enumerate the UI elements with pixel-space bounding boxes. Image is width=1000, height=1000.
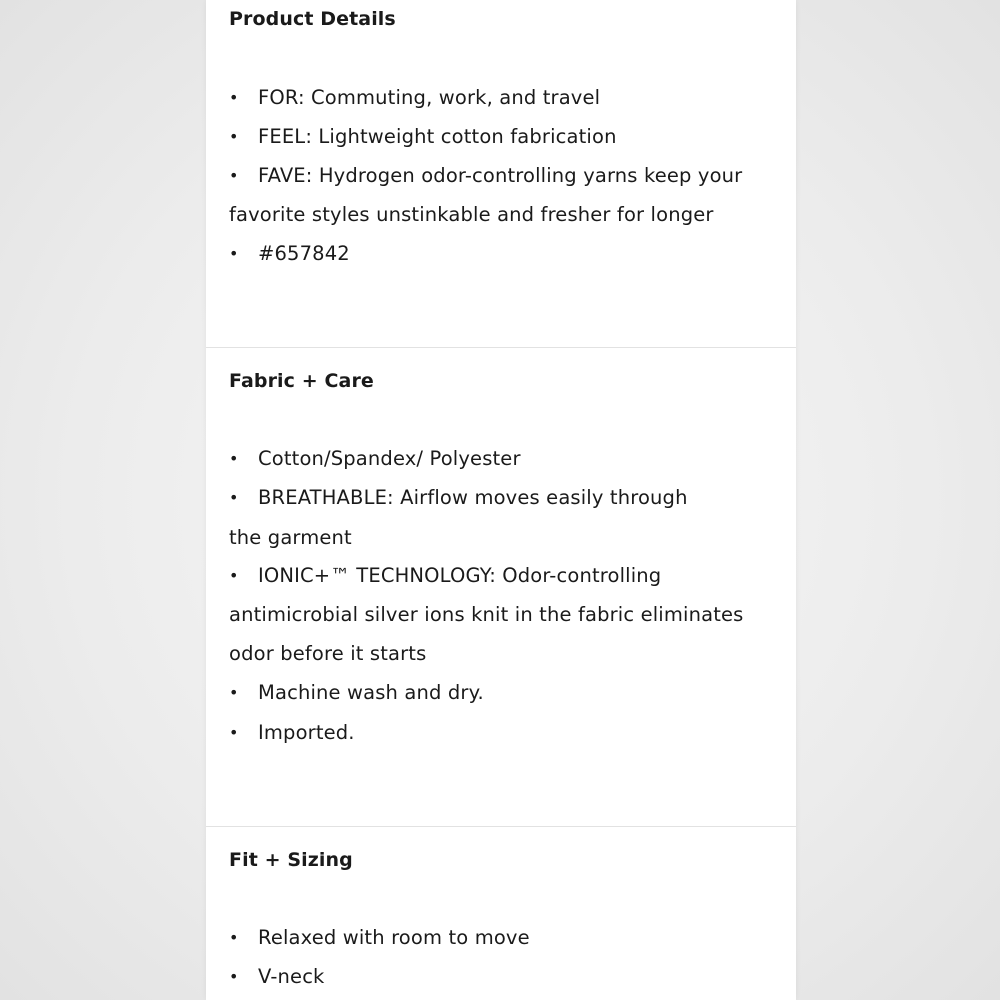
list-item: • Machine wash and dry. [229, 681, 484, 704]
bullet-icon: • [229, 928, 239, 947]
list-item-continuation: the garment [229, 526, 352, 549]
section-divider [206, 347, 796, 348]
list-item: • V-neck [229, 965, 325, 988]
list-item: • FOR: Commuting, work, and travel [229, 86, 601, 109]
list-item: • FEEL: Lightweight cotton fabrication [229, 125, 617, 148]
bullet-icon: • [229, 88, 239, 107]
list-item: • #657842 [229, 242, 350, 265]
section-title-product-details: Product Details [229, 8, 396, 30]
list-item: • IONIC+™ TECHNOLOGY: Odor-controlling [229, 564, 662, 587]
bullet-icon: • [229, 683, 239, 702]
list-item: • BREATHABLE: Airflow moves easily through [229, 486, 688, 509]
section-title-fit-sizing: Fit + Sizing [229, 849, 353, 871]
bullet-icon: • [229, 449, 239, 468]
list-item-continuation: antimicrobial silver ions knit in the fabric eliminates [229, 603, 744, 626]
bullet-icon: • [229, 244, 239, 263]
bullet-icon: • [229, 723, 239, 742]
bullet-icon: • [229, 166, 239, 185]
section-title-fabric-care: Fabric + Care [229, 370, 374, 392]
list-item: • Imported. [229, 721, 355, 744]
bullet-icon: • [229, 488, 239, 507]
list-item-continuation: favorite styles unstinkable and fresher for longer [229, 203, 714, 226]
bullet-icon: • [229, 127, 239, 146]
product-info-panel [206, 0, 796, 1000]
list-item: • Relaxed with room to move [229, 926, 530, 949]
list-item: • Cotton/Spandex/ Polyester [229, 447, 521, 470]
list-item-continuation: odor before it starts [229, 642, 427, 665]
bullet-icon: • [229, 967, 239, 986]
bullet-icon: • [229, 566, 239, 585]
list-item: • FAVE: Hydrogen odor-controlling yarns keep your [229, 164, 743, 187]
section-divider [206, 826, 796, 827]
